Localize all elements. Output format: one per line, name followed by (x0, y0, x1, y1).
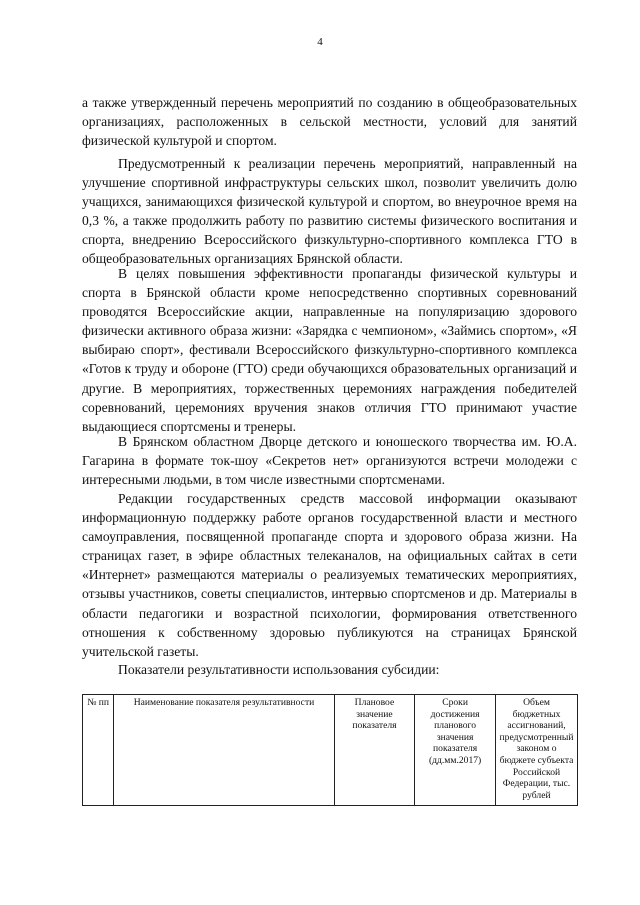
indicators-table (82, 694, 578, 806)
paragraph-sports-infrastructure (82, 154, 577, 269)
paragraph-text: В целях повышения эффективности пропаганды физической культуры и спорта в Брянской области кроме непосредственно спортивных соревнований проводятся Всероссийские акции, направленные на популяризацию здорового физически активного образа жизни: «Зарядка с чемпионом», «Займись спортом», «Я выбираю спорт», фестивали Всероссийского физкультурно-спортивного комплекса «Готов к труду и обороне (ГТО) среди обучающихся образовательных организаций и другие. В мероприятиях, торжественных церемониях награждения победителей соревнований, церемониях вручения знаков отличия ГТО принимают участие выдающиеся спортсмены и тренеры. (82, 266, 577, 434)
header-budget-volume: Объем бюджетных ассигнований, предусмотренный законом о бюджете субъекта Российской Федерации, тыс. рублей (496, 695, 578, 806)
header-planned-value: Плановое значение показателя (334, 695, 414, 806)
paragraph-mass-media (82, 489, 577, 661)
table-header-row (83, 695, 578, 806)
paragraph-text: Редакции государственных средств массовой информации оказывают информационную поддержку работе органов государственной власти и местного самоуправления, посвященной пропаганде спорта и здорового образа жизни. На страницах газет, в эфире областных телеканалов, на официальных сайтах в сети «Интернет» размещаются материалы о реализуемых тематических мероприятиях, отзывы участников, советы специалистов, интервью спортсменов и др. Материалы в области педагогики и возрастной психологии, формирования ответственного отношения к собственному здоровью публикуются на страницах Брянской учительской газеты. (82, 491, 577, 659)
table-caption-text: Показатели результативности использования субсидии: (118, 662, 440, 677)
paragraph-talk-show (82, 432, 577, 489)
paragraph-text: а также утвержденный перечень мероприятий по созданию в общеобразовательных организациях, расположенных в сельской местности, условий для занятий физической культурой и спортом. (82, 95, 577, 149)
paragraph-continuation (82, 93, 577, 150)
page-number: 4 (317, 36, 323, 48)
table-caption (82, 660, 577, 679)
paragraph-propaganda-actions (82, 264, 577, 436)
paragraph-text: В Брянском областном Дворце детского и юношеского творчества им. Ю.А. Гагарина в формате ток-шоу «Секретов нет» организуются встречи молодежи с интересными людьми, в том числе известными спортсменами. (82, 434, 577, 488)
paragraph-text: Предусмотренный к реализации перечень мероприятий, направленный на улучшение спортивной инфраструктуры сельских школ, позволит увеличить долю учащихся, занимающихся физической культурой и спортом, во внеурочное время на 0,3 %, а также продолжить работу по развитию системы физического воспитания и спорта, внедрению Всероссийского физкультурно-спортивного комплекса ГТО в общеобразовательных организациях Брянской области. (82, 156, 577, 267)
header-indicator-name: Наименование показателя результативности (114, 695, 334, 806)
header-number: № пп (83, 695, 114, 806)
header-deadline: Сроки достижения планового значения показателя (дд.мм.2017) (415, 695, 496, 806)
